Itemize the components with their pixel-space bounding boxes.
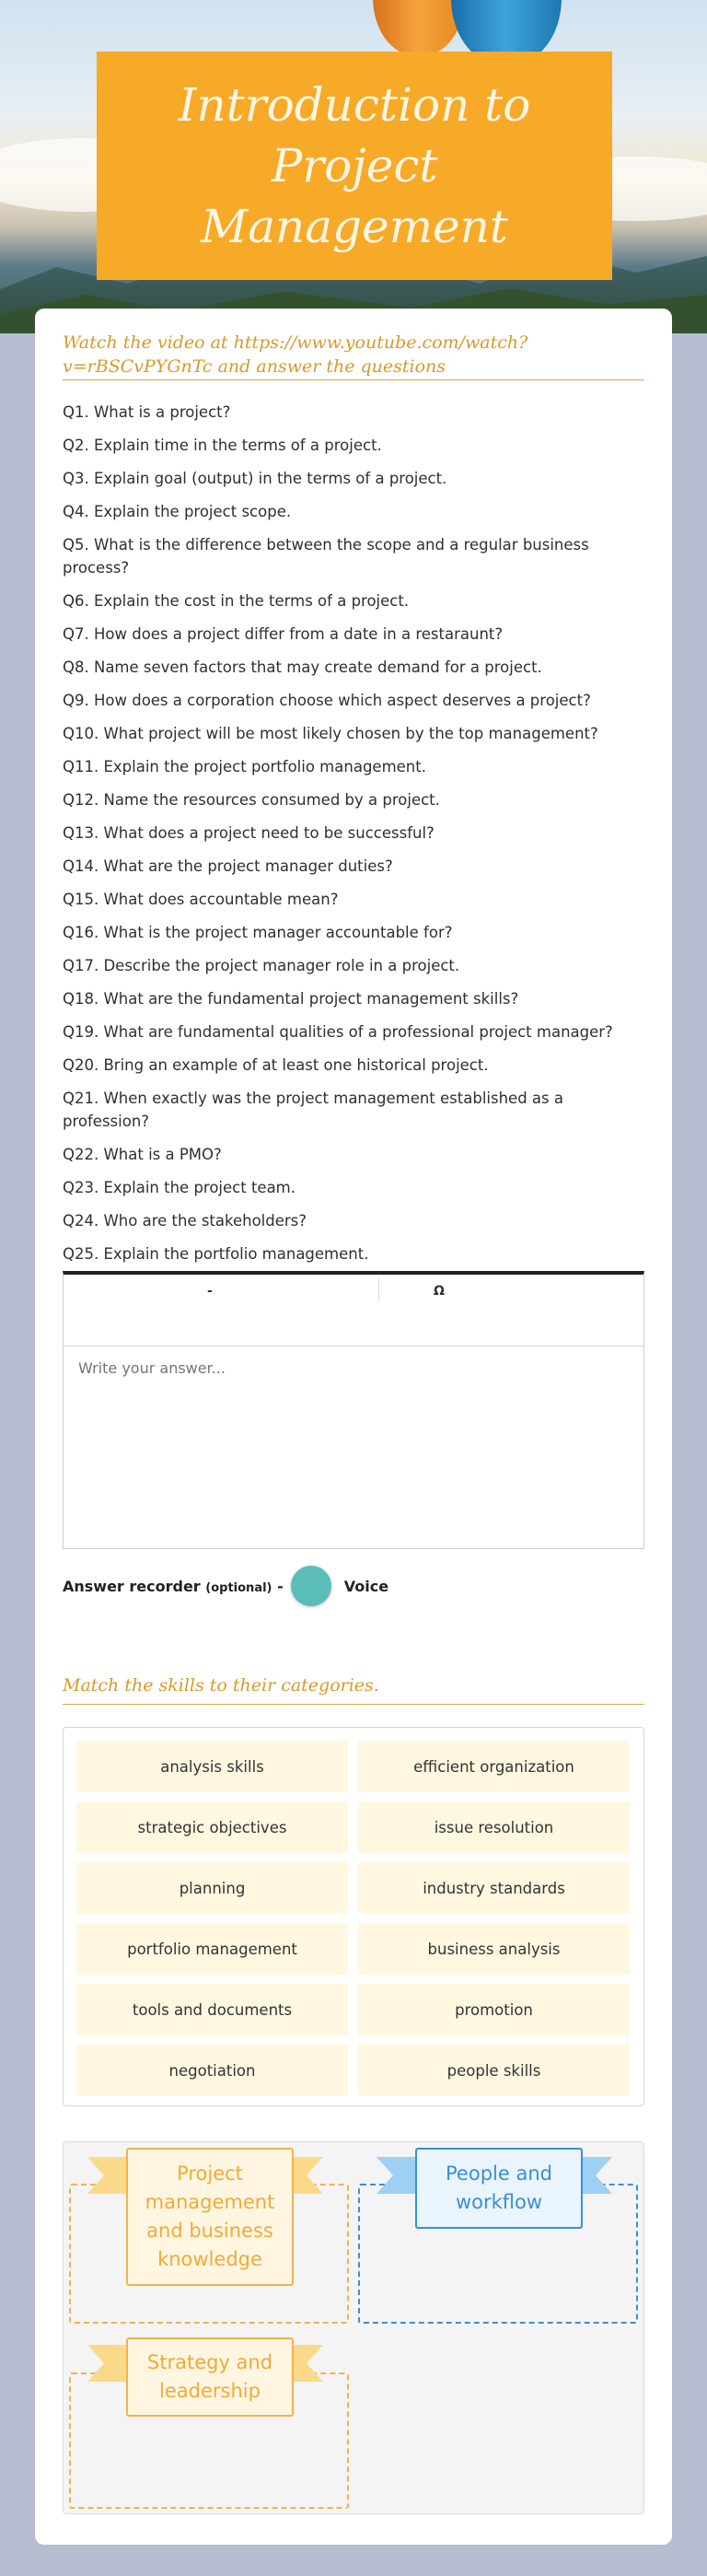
category-label-project-management: Project management and business knowledge [126, 2148, 294, 2286]
skill-tile[interactable]: efficient organization [358, 1741, 630, 1792]
skill-tile[interactable]: portfolio management [76, 1923, 348, 1975]
question-item: Q13. What does a project need to be successful? [63, 824, 435, 842]
question-item: Q18. What are the fundamental project management skills? [63, 990, 519, 1008]
question-item: Q1. What is a project? [63, 403, 231, 421]
question-item: Q22. What is a PMO? [63, 1146, 222, 1163]
skill-tile[interactable]: analysis skills [76, 1741, 348, 1792]
bullet-dash-button[interactable]: - [207, 1284, 213, 1299]
answer-editor [63, 1271, 644, 1549]
question-item: Q11. Explain the project portfolio management. [63, 758, 426, 775]
category-label-people-workflow: People and workflow [415, 2148, 583, 2229]
question-item: Q24. Who are the stakeholders? [63, 1212, 307, 1230]
skill-tile[interactable]: issue resolution [358, 1801, 630, 1853]
recorder-optional: (optional) [205, 1580, 272, 1595]
skill-tile[interactable]: strategic objectives [76, 1801, 348, 1853]
skill-tile[interactable]: business analysis [358, 1923, 630, 1975]
worksheet-card [35, 309, 672, 2545]
page-title: Introduction to Project Management [178, 78, 531, 253]
toolbar-divider [378, 1278, 379, 1302]
question-item: Q9. How does a corporation choose which aspect deserves a project? [63, 692, 591, 709]
question-item: Q23. Explain the project team. [63, 1179, 296, 1196]
question-item: Q12. Name the resources consumed by a project. [63, 791, 440, 809]
question-item: Q4. Explain the project scope. [63, 503, 292, 520]
title-banner [97, 52, 612, 280]
video-instruction: Watch the video at https://www.youtube.com/watch?v=rBSCvPYGnTc and answer the questions [63, 331, 644, 380]
editor-toolbar [64, 1275, 643, 1346]
question-item: Q20. Bring an example of at least one historical project. [63, 1056, 489, 1074]
skill-tile[interactable]: people skills [358, 2045, 630, 2096]
category-label-strategy-leadership: Strategy and leadership [126, 2337, 294, 2417]
question-item: Q17. Describe the project manager role in a project. [63, 957, 460, 974]
skill-tile[interactable]: promotion [358, 1984, 630, 2035]
question-item: Q15. What does accountable mean? [63, 891, 339, 908]
skill-tile[interactable]: tools and documents [76, 1984, 348, 2035]
question-item: Q21. When exactly was the project management established as a profession? [63, 1090, 563, 1130]
match-heading: Match the skills to their categories. [63, 1673, 644, 1705]
skill-tile[interactable]: industry standards [358, 1862, 630, 1914]
skill-tile[interactable]: negotiation [76, 2045, 348, 2096]
record-button[interactable] [291, 1566, 331, 1606]
answer-input[interactable] [64, 1346, 643, 1547]
skills-pool [63, 1727, 644, 2106]
answer-recorder [63, 1566, 388, 1606]
question-item: Q7. How does a project differ from a date in a restaraunt? [63, 625, 504, 643]
question-item: Q5. What is the difference between the scope and a regular business process? [63, 536, 589, 577]
hero-banner [0, 0, 707, 333]
recorder-label: Answer recorder (optional) - [63, 1577, 284, 1595]
question-item: Q8. Name seven factors that may create demand for a project. [63, 659, 542, 676]
question-item: Q16. What is the project manager accountable for? [63, 924, 453, 941]
question-item: Q2. Explain time in the terms of a project. [63, 437, 382, 454]
question-item: Q25. Explain the portfolio management. [63, 1245, 369, 1263]
question-item: Q3. Explain goal (output) in the terms of a project. [63, 470, 447, 487]
question-item: Q10. What project will be most likely chosen by the top management? [63, 725, 598, 742]
question-item: Q6. Explain the cost in the terms of a project. [63, 592, 410, 610]
question-item: Q19. What are fundamental qualities of a professional project manager? [63, 1023, 613, 1041]
skill-tile[interactable]: planning [76, 1862, 348, 1914]
special-character-button[interactable]: Ω [434, 1284, 445, 1299]
voice-label: Voice [343, 1577, 389, 1595]
question-list [63, 401, 644, 1276]
question-item: Q14. What are the project manager duties? [63, 857, 393, 875]
category-area [63, 2141, 644, 2514]
